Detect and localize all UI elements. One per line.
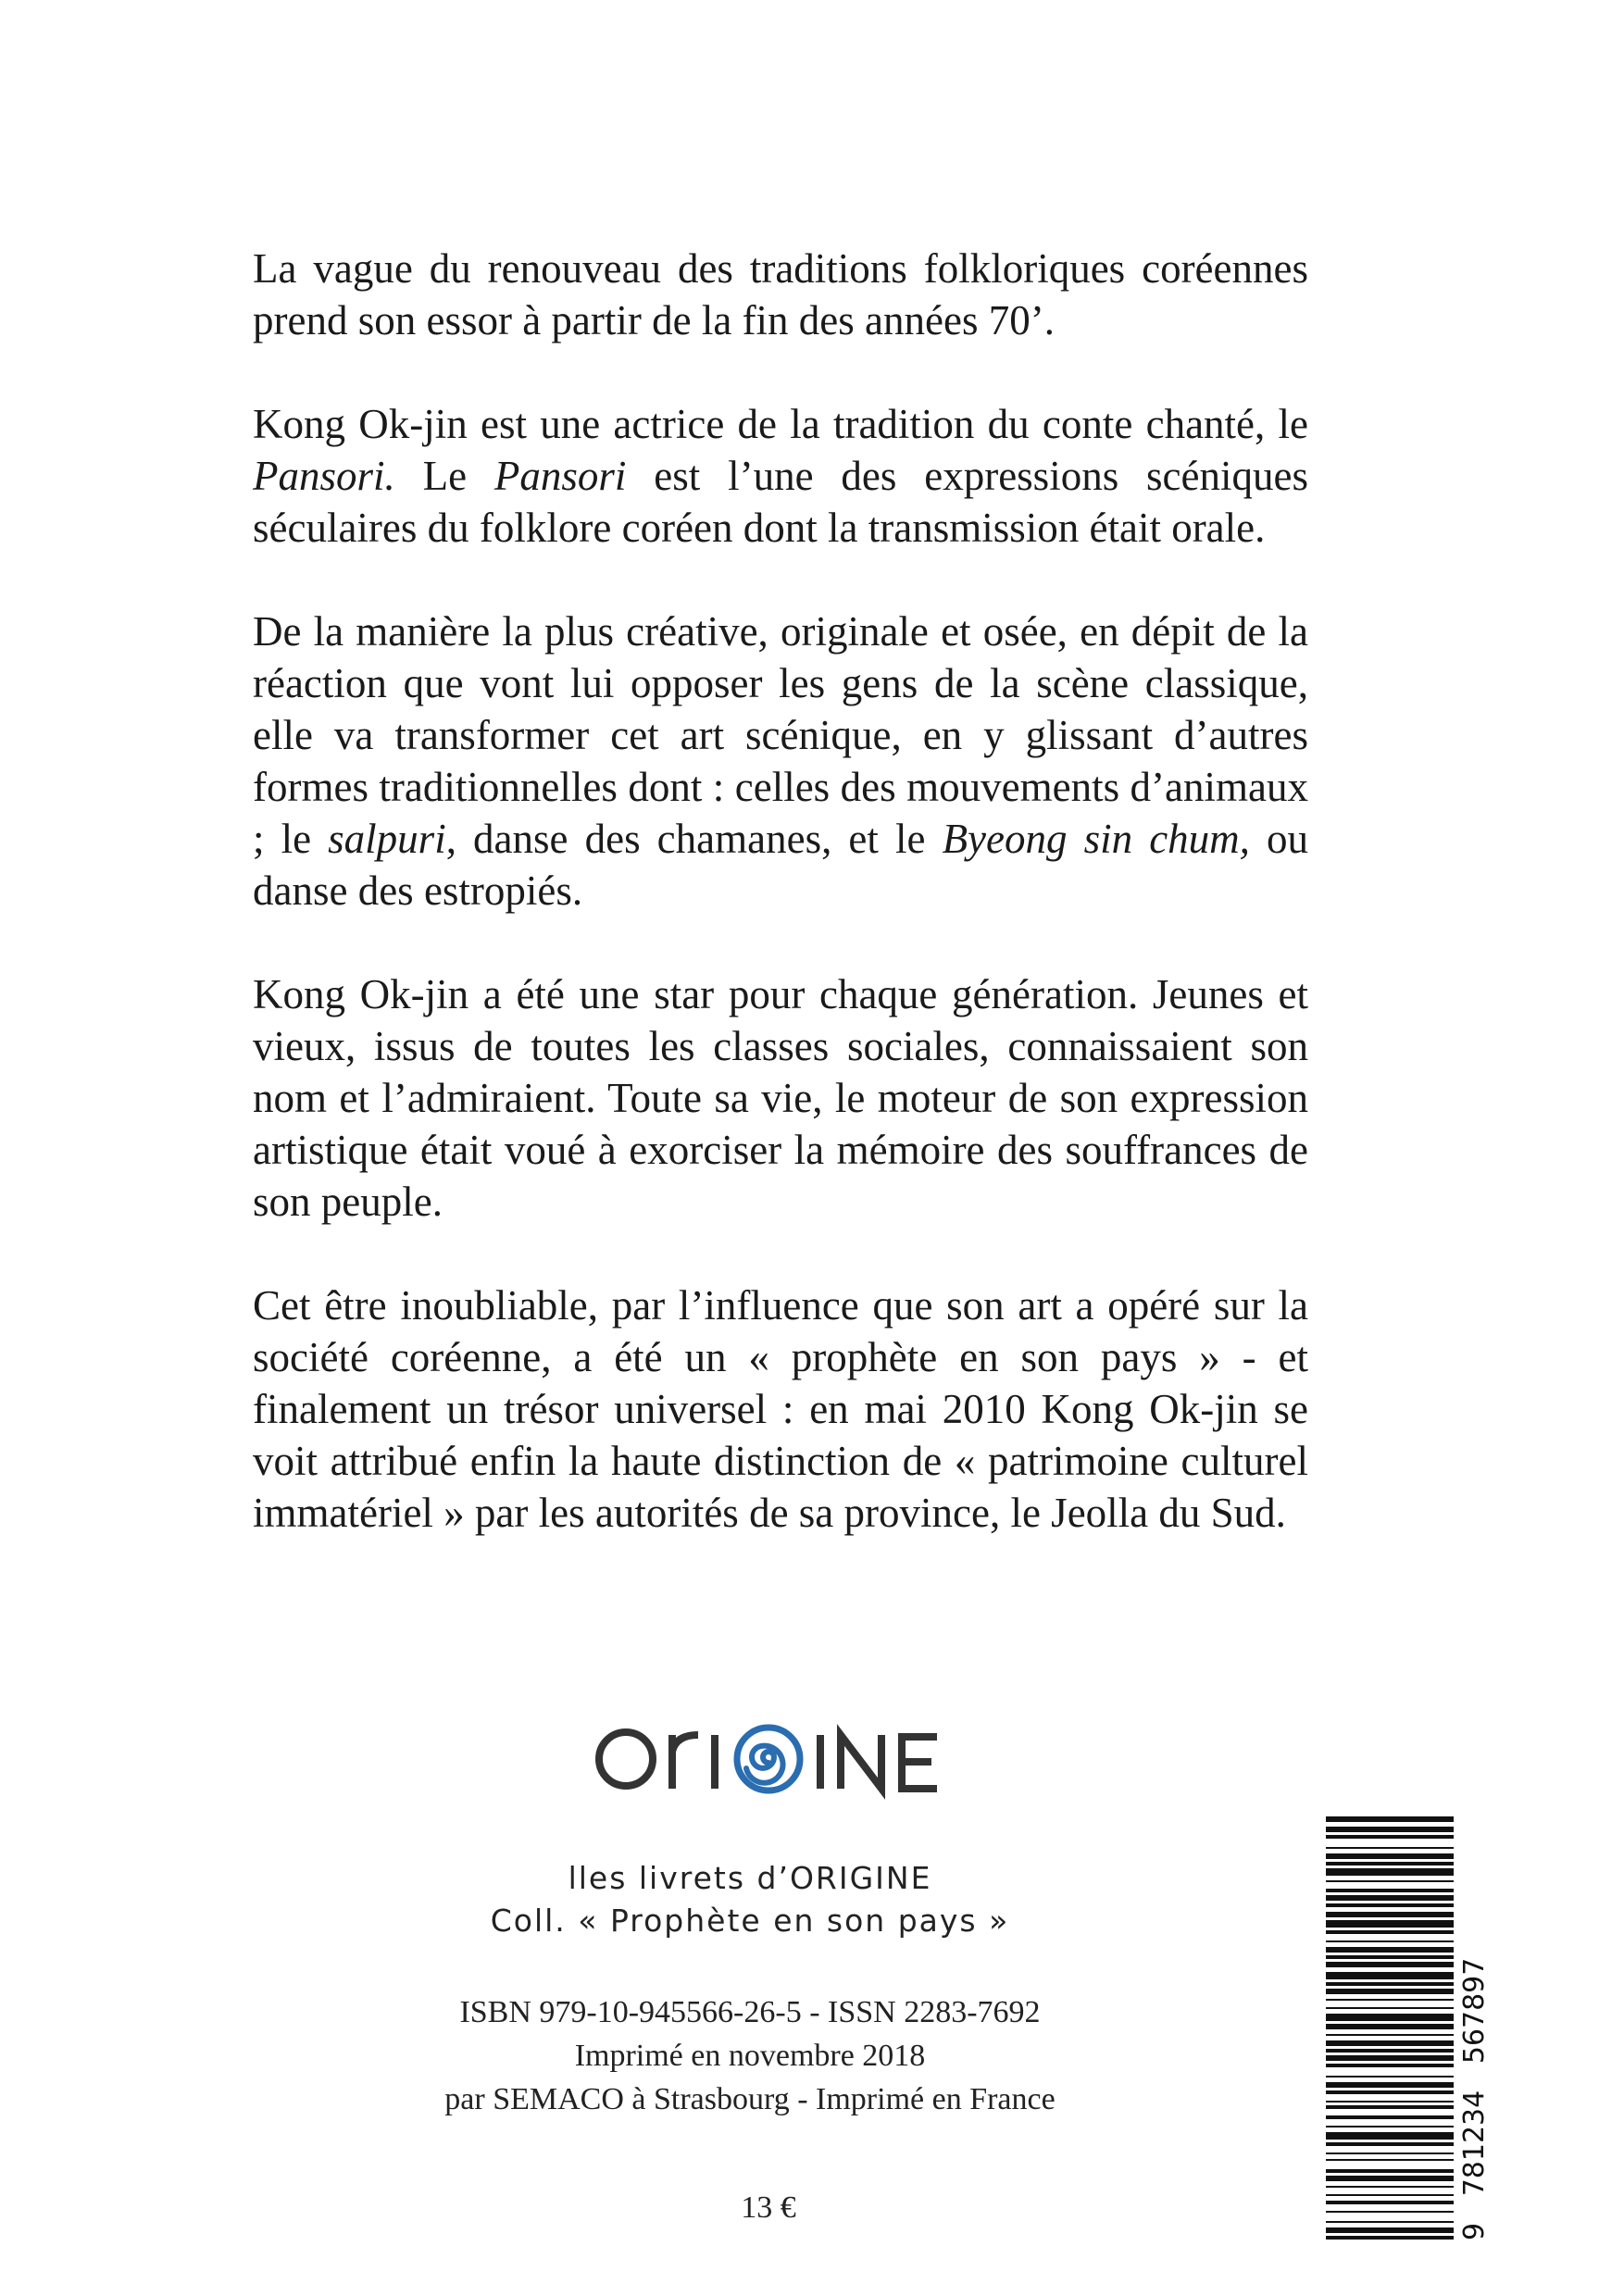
barcode-bar <box>1326 2221 1454 2223</box>
barcode-bar <box>1326 2159 1454 2161</box>
blurb-paragraph-5: Cet être inoubliable, par l’influence que son art a opéré sur la société coréenne, a été un « prophète en son pays » - et finalement un trésor universel : en mai 2010 Kong Ok-jin se voit attribué enfin la haute distinction de « patrimoine culturel immatériel » par les autorités de sa province, le Jeolla du Sud. <box>253 1282 1308 1536</box>
barcode-bar <box>1326 2007 1454 2009</box>
barcode-bar <box>1326 1930 1454 1934</box>
legal-info <box>389 1990 1111 2121</box>
barcode-bar <box>1326 2132 1454 2140</box>
barcode-bar <box>1326 1989 1454 1994</box>
barcode-bar <box>1326 1920 1454 1928</box>
barcode-bar <box>1326 1880 1454 1882</box>
barcode-digits <box>1455 1815 1493 2240</box>
barcode-bar <box>1326 1940 1454 1942</box>
barcode-bar <box>1326 2049 1454 2053</box>
blurb-p2-text-c: Le <box>394 453 494 499</box>
blurb-paragraph-2 <box>253 398 1308 554</box>
barcode-bar <box>1326 2101 1454 2103</box>
print-date: Imprimé en novembre 2018 <box>574 2039 926 2073</box>
barcode-bar <box>1326 1982 1454 1986</box>
barcode <box>1326 1815 1455 2240</box>
barcode-bar <box>1326 2024 1454 2029</box>
barcode-bar <box>1326 2211 1454 2213</box>
barcode-bar <box>1326 2227 1454 2233</box>
blurb-p2-text-a: Kong Ok-jin est une actrice de la tradition du conte chanté, le <box>253 401 1308 447</box>
barcode-bar <box>1326 2142 1454 2146</box>
barcode-bar <box>1326 2186 1454 2188</box>
barcode-bar <box>1326 2055 1454 2061</box>
barcode-bar <box>1326 2126 1454 2128</box>
barcode-bar <box>1326 1962 1454 1967</box>
barcode-bar <box>1326 1827 1454 1832</box>
barcode-bar <box>1326 2152 1454 2154</box>
barcode-bar <box>1326 2105 1454 2109</box>
barcode-bar <box>1326 1912 1454 1917</box>
barcode-bar <box>1326 1972 1454 1979</box>
blurb-p2-text-e: est l’une des expressions scéniques séculaires du folklore coréen dont la transmission était orale. <box>253 453 1308 551</box>
barcode-bar <box>1326 2082 1454 2088</box>
barcode-bar <box>1326 2194 1454 2196</box>
barcode-bar <box>1326 1853 1454 1859</box>
barcode-bar <box>1326 2034 1454 2036</box>
origine-logo-graphic <box>593 1703 944 1805</box>
publisher-block <box>407 1857 1093 1942</box>
back-cover-blurb <box>253 243 1308 1539</box>
origine-logo <box>593 1703 944 1805</box>
barcode-bar <box>1326 1862 1454 1866</box>
spiral-icon <box>737 1728 800 1791</box>
barcode-bars <box>1326 1815 1455 2240</box>
printer-info: par SEMACO à Strasbourg - Imprimé en France <box>444 2082 1056 2116</box>
barcode-bar <box>1326 1999 1454 2001</box>
blurb-p3-italic-byeong: Byeong sin chum, <box>942 816 1250 862</box>
blurb-p2-italic-pansori-2: Pansori <box>493 453 627 499</box>
barcode-bar <box>1326 1903 1454 1907</box>
publisher-collection: Coll. « Prophète en son pays » <box>490 1903 1010 1939</box>
blurb-paragraph-1: La vague du renouveau des traditions folkloriques coréennes prend son essor à partir de la fin des années 70’. <box>253 245 1308 343</box>
barcode-bar <box>1326 1895 1454 1901</box>
barcode-bar <box>1326 1947 1454 1953</box>
blurb-paragraph-3 <box>253 605 1308 917</box>
barcode-bar <box>1326 1816 1454 1822</box>
blurb-p3-text-c: , danse des chamanes, et le <box>445 816 943 862</box>
barcode-bar <box>1326 2169 1454 2173</box>
barcode-bar <box>1326 2076 1454 2078</box>
blurb-p2-italic-pansori-1: Pansori. <box>253 453 395 499</box>
barcode-bar <box>1326 2236 1454 2240</box>
barcode-bar <box>1326 2014 1454 2021</box>
barcode-bar <box>1326 2201 1454 2204</box>
blurb-p3-italic-salpuri: salpuri <box>328 816 446 862</box>
barcode-bar <box>1326 1955 1454 1959</box>
barcode-bar <box>1326 1889 1454 1892</box>
barcode-bar <box>1326 2040 1454 2046</box>
blurb-p3-text-e: ou danse des estropiés. <box>253 816 1309 914</box>
barcode-bar <box>1326 2064 1454 2067</box>
blurb-p3-text-a: De la manière la plus créative, originale et osée, en dépit de la réaction que vont lui opposer les gens de la scène classique, elle va transformer cet art scénique, en y glissant d’autres formes traditionnelles dont : celles des mouvements d’animaux ; le <box>253 608 1308 862</box>
isbn-issn: ISBN 979-10-945566-26-5 - ISSN 2283-7692 <box>459 1995 1041 2029</box>
barcode-bar <box>1326 1868 1454 1876</box>
barcode-bar <box>1326 2176 1454 2181</box>
barcode-bar <box>1326 1835 1454 1839</box>
blurb-paragraph-4: Kong Ok-jin a été une star pour chaque génération. Jeunes et vieux, issus de toutes les classes sociales, connaissaient son nom et l’admiraient. Toute sa vie, le moteur de son expression artistique était voué à exorciser la mémoire des souffrances de son peuple. <box>253 971 1308 1225</box>
publisher-series: lles livrets d’ORIGINE <box>568 1860 932 1896</box>
barcode-bar <box>1326 1847 1454 1849</box>
barcode-bar <box>1326 2090 1454 2094</box>
barcode-number: 9 781234 567897 <box>1458 1957 1491 2240</box>
price: 13 € <box>741 2190 796 2225</box>
barcode-bar <box>1326 2115 1454 2119</box>
